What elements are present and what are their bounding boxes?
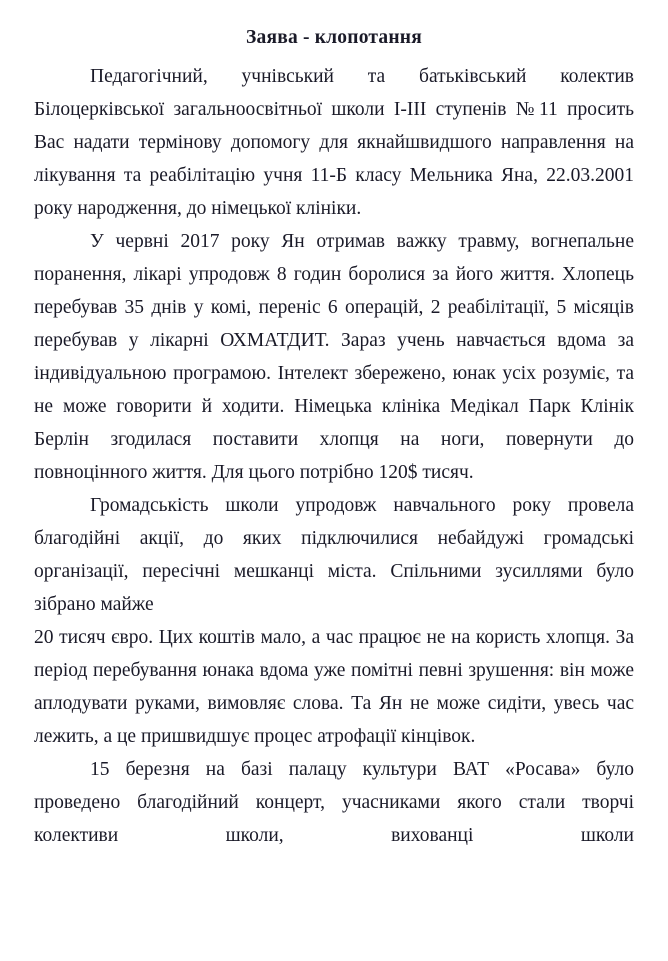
paragraph-1: Педагогічний, учнівський та батьківський колектив Білоцерківської загальноосвітньої школи І-ІІІ ступенів №11 просить Вас надати термінову допомогу для якнайшвидшого направлення на лікування та реабілітацію учня 11-Б класу Мельника Яна, 22.03.2001 року народження, до німецької клініки. xyxy=(34,66,634,220)
paragraph-5: 15 березня на базі палацу культури ВАТ «Росава» було проведено благодійний концерт, учасниками якого стали творчі колективи школи, вихованці школи xyxy=(34,759,634,847)
paragraph-3: Громадськість школи упродовж навчального року провела благодійні акції, до яких підключилися небайдужі громадські організації, пересічні мешканці міста. Спільними зусиллями було зібрано майже xyxy=(34,495,634,616)
page-title: Заява - клопотання xyxy=(246,27,422,48)
paragraph-4: 20 тисяч євро. Цих коштів мало, а час працює не на користь хлопця. За період перебування юнака вдома уже помітні певні зрушення: він може аплодувати руками, вимовляє слова. Та Ян не може сидіти, увесь час лежить, а це пришвидшує процес атрофації кінцівок. xyxy=(34,627,634,748)
paragraph-2: У червні 2017 року Ян отримав важку травму, вогнепальне поранення, лікарі упродовж 8 годин боролися за його життя. Хлопець перебував 35 днів у комі, переніс 6 операцій, 2 реабілітації, 5 місяців перебував у лікарні ОХМАТДИТ. Зараз учень навчається вдома за індивідуальною програмою. Інтелект збережено, юнак усіх розуміє, та не може говорити й ходити. Німецька клініка Медікал Парк Клінік Берлін згодилася поставити хлопця на ноги, повернути до повноцінного життя. Для цього потрібно 120$ тисяч. xyxy=(34,231,634,484)
